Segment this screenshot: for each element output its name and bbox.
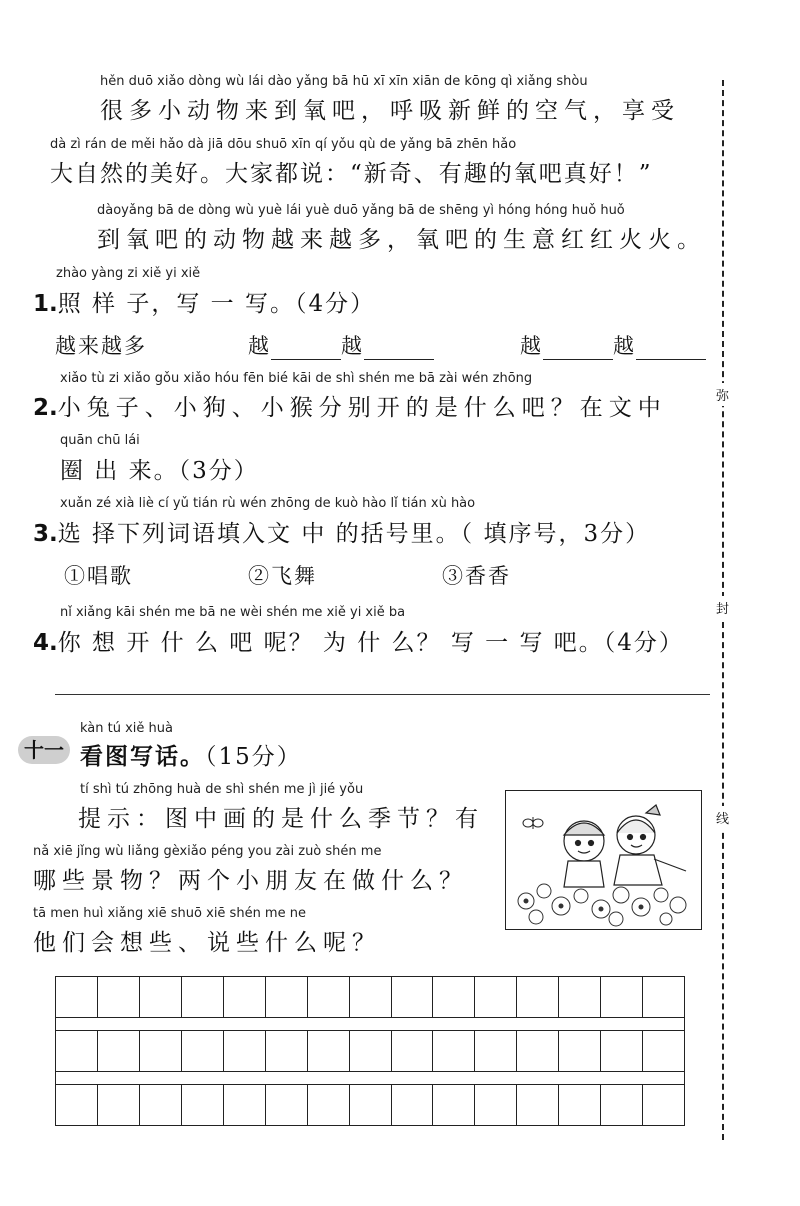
- passage-line3-text: 到氧吧的动物越来越多，氧吧的生意红红火火。: [97, 227, 706, 253]
- q1-pinyin: zhào yàng zi xiě yi xiě: [56, 266, 201, 281]
- flower-field: [518, 884, 686, 926]
- q3-option-2: ②飞舞: [248, 564, 317, 588]
- writing-grid-row-1[interactable]: [55, 976, 685, 1018]
- side-mark-xian: 线: [716, 806, 729, 829]
- girl-figure: [614, 805, 686, 885]
- butterfly-icon: [523, 817, 543, 829]
- q3-pinyin: xuǎn zé xià liè cí yǔ tián rù wén zhōng de kuò hào lǐ tián xù hào: [60, 496, 476, 511]
- section-11-pinyin: kàn tú xiě huà: [80, 721, 173, 736]
- hint3-pinyin: tā men huì xiǎng xiē shuō xiē shén me ne: [33, 906, 306, 921]
- section-11-badge: 十一: [18, 736, 70, 764]
- q1-text: 照 样 子，写 一 写。（4分）: [57, 291, 376, 317]
- passage-line1-text: 很多小动物来到氧吧，呼吸新鲜的空气，享受: [100, 98, 680, 124]
- writing-grid-row-2[interactable]: [55, 1030, 685, 1072]
- hint2-text: 哪些景物？两个小朋友在做什么？: [33, 868, 468, 894]
- q2-question: [33, 389, 667, 422]
- q1-example: 越来越多: [55, 334, 147, 358]
- writing-grid-gap: [55, 1072, 685, 1084]
- writing-grid-row-3[interactable]: [55, 1084, 685, 1126]
- q4-pinyin: nǐ xiǎng kāi shén me bā ne wèi shén me xiě yi xiě ba: [60, 605, 406, 620]
- q4-text: 你 想 开 什 么 吧 呢？ 为 什 么？ 写 一 写 吧。（4分）: [57, 630, 684, 656]
- q2-number: 2.: [33, 395, 58, 421]
- q4-number: 4.: [33, 630, 58, 656]
- passage-line2-pinyin: dà zì rán de měi hǎo dà jiā dōu shuō xīn qí yǒu qù de yǎng bā zhēn hǎo: [50, 137, 517, 152]
- section-11-title: 看图写话。: [80, 743, 205, 770]
- q3-question: [33, 515, 650, 548]
- section-11-heading: [80, 738, 302, 771]
- passage-line2-text: 大自然的美好。大家都说：“新奇、有趣的氧吧真好！”: [50, 161, 653, 187]
- q2-pinyin: xiǎo tù zi xiǎo gǒu xiǎo hóu fēn bié kāi de shì shén me bā zài wén zhōng: [60, 371, 533, 386]
- writing-grid-gap: [55, 1018, 685, 1030]
- q2-text-2: 圈 出 来。（3分）: [60, 458, 259, 484]
- side-mark-mi: 弥: [716, 383, 729, 406]
- q1-question: [33, 285, 375, 318]
- passage-line1-pinyin: hěn duō xiǎo dòng wù lái dào yǎng bā hū xī xīn xiān de kōng qì xiǎng shòu: [100, 74, 588, 89]
- q3-option-1: ①唱歌: [64, 564, 133, 588]
- q1-blank-1[interactable]: 越 越: [248, 330, 434, 360]
- hint1-text: 提示：图中画的是什么季节？有: [78, 806, 484, 832]
- q2-text: 小兔子、小狗、小猴分别开的是什么吧？在文中: [57, 395, 667, 421]
- boy-figure: [564, 821, 604, 887]
- q3-number: 3.: [33, 521, 58, 547]
- hint3-text: 他们会想些、说些什么呢？: [33, 930, 381, 956]
- section-divider: [55, 694, 710, 695]
- q1-blank-2[interactable]: 越 越: [520, 330, 706, 360]
- q2-pinyin-2: quān chū lái: [60, 433, 140, 448]
- q4-question: [33, 624, 684, 657]
- passage-line3-pinyin: dàoyǎng bā de dòng wù yuè lái yuè duō yǎng bā de shēng yì hóng hóng huǒ huǒ: [97, 203, 625, 218]
- hint1-pinyin: tí shì tú zhōng huà de shì shén me jì jié yǒu: [80, 782, 364, 797]
- q3-option-3: ③香香: [442, 564, 511, 588]
- illustration-children-flowers: [505, 790, 702, 930]
- q3-text: 选 择下列词语填入文 中 的括号里。（ 填序号，3分）: [57, 521, 651, 547]
- side-mark-feng: 封: [716, 596, 729, 619]
- q1-number: 1.: [33, 291, 58, 317]
- section-11-score: （15分）: [205, 744, 302, 770]
- hint2-pinyin: nǎ xiē jǐng wù liǎng gèxiǎo péng you zài zuò shén me: [33, 844, 382, 859]
